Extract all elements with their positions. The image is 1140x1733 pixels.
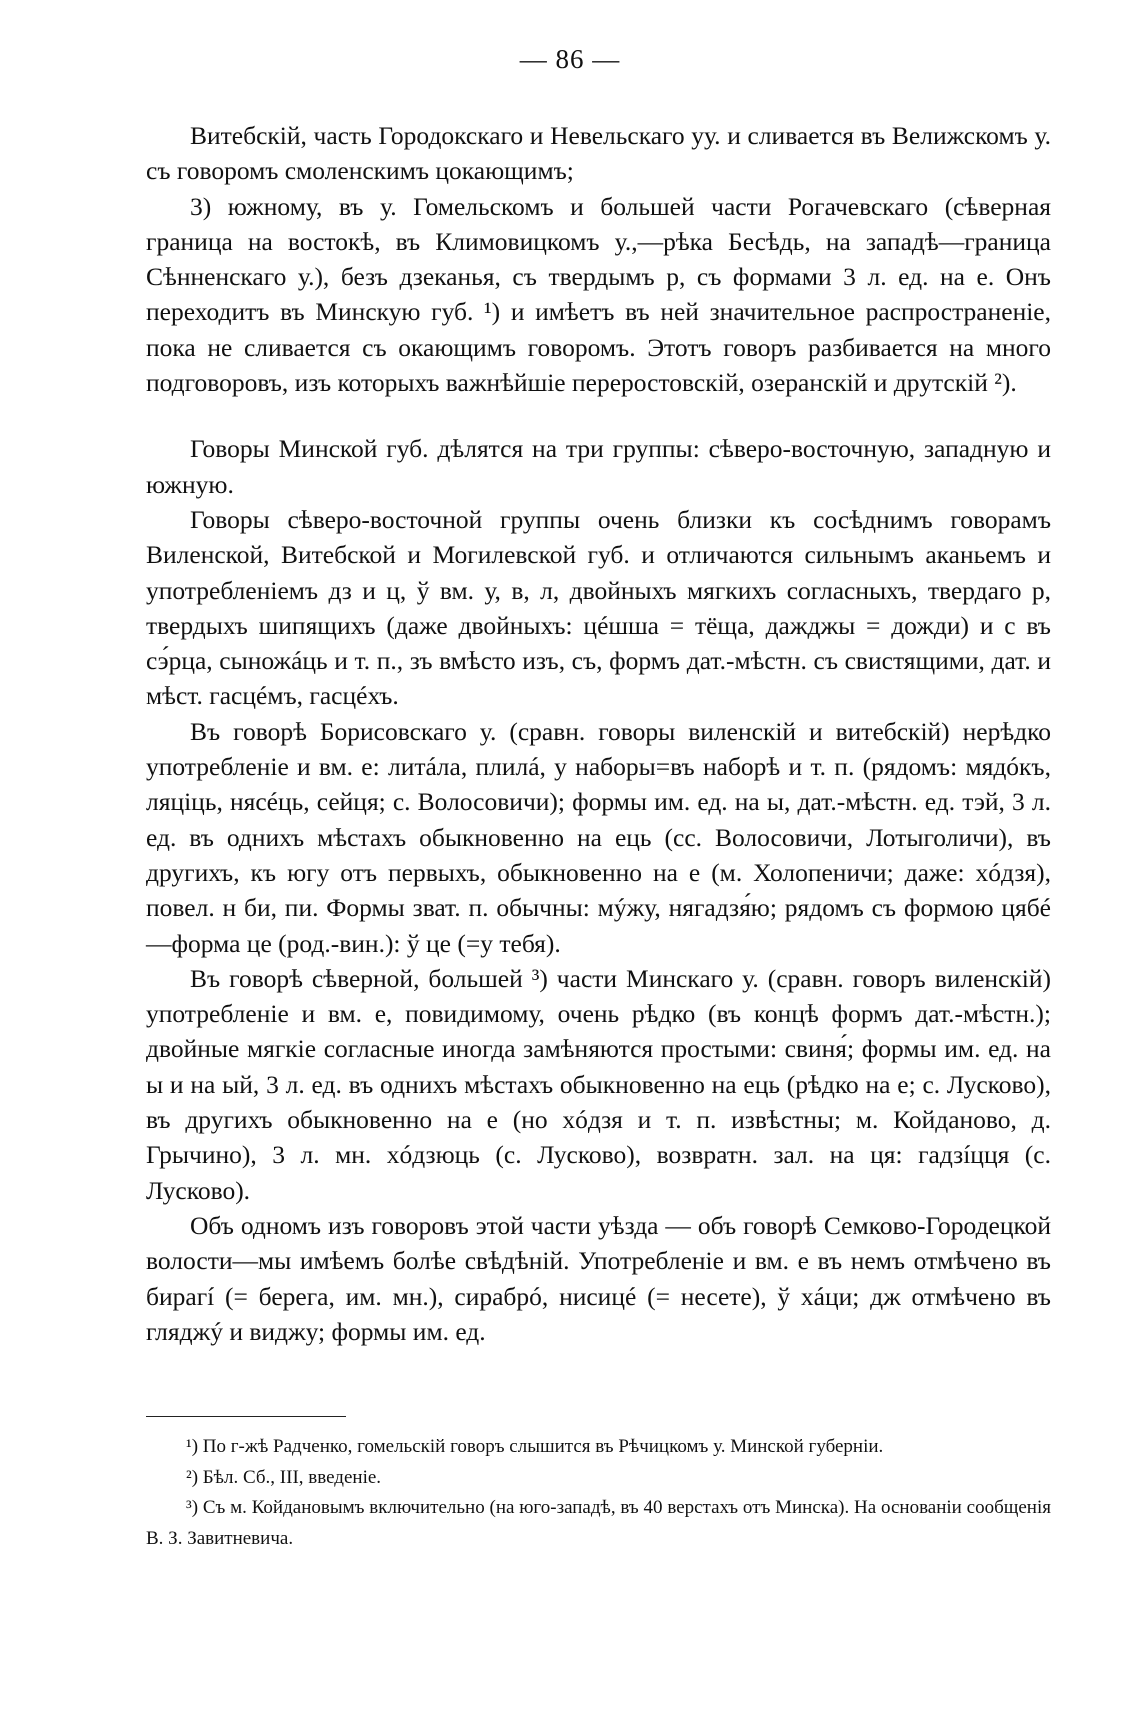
footnote-2: ²) Бѣл. Сб., III, введеніе. xyxy=(186,1466,382,1488)
page-number: — 86 — xyxy=(519,44,621,74)
paragraph-continuation: Витебскій, часть Городокскаго и Невельскаго уу. и сливается въ Велижскомъ у. съ говоромъ смоленскимъ цокающимъ; xyxy=(146,121,1051,186)
paragraph-semkovo-dialect: Объ одномъ изъ говоровъ этой части уѣзда — объ говорѣ Семково-Городецкой волости—мы имѣемъ болѣе свѣдѣній. Употребленіе и вм. е въ немъ отмѣчено въ бирагí (= берега, им. мн.), сирабрó, нисицé (= несете), ў хáци; дж отмѣчено въ гляджý и виджу; формы им. ед. xyxy=(146,1210,1051,1346)
footnote-3: ³) Съ м. Койдановымъ включительно (на юго-западѣ, въ 40 верстахъ отъ Минска). На основаніи сообщенія В. З. Завитневича. xyxy=(146,1497,1051,1549)
paragraph-southern-dialect: 3) южному, въ у. Гомельскомъ и большей части Рогачевскаго (сѣверная граница на востокѣ, въ Климовицкомъ у.,—рѣка Бесѣдь, на западѣ—граница Сѣнненскаго у.), безъ дзеканья, съ твердымъ р, съ формами 3 л. ед. на е. Онъ переходитъ въ Минскую губ. ¹) и имѣетъ въ ней значительное распространеніе, пока не сливается съ окающимъ говоромъ. Этотъ говоръ разбивается на много подговоровъ, изъ которыхъ важнѣйшіе переростовскій, озеранскій и друтскій ²). xyxy=(146,191,1051,398)
paragraph-borisov-dialect: Въ говорѣ Борисовскаго у. (сравн. говоры виленскій и витебскій) нерѣдко употребленіе и вм. е: литáла, плилá, у наборы=въ наборѣ и т. п. (рядомъ: мядóкъ, ляціць, нясéць, сейця; с. Волосовичи); формы им. ед. на ы, дат.-мѣстн. ед. тэй, 3 л. ед. въ однихъ мѣстахъ обыкновенно на ець (сс. Волосовичи, Лотыголичи), въ другихъ, къ югу отъ первыхъ, обыкновенно на е (м. Холопеничи; даже: хóдзя), повел. н би, пи. Формы зват. п. обычны: мýжу, нягадзя́ю; рядомъ съ формою цябé—форма це (род.-вин.): ў це (=у тебя). xyxy=(146,716,1051,958)
footnote-divider xyxy=(146,1416,346,1417)
footnote-1: ¹) По г-жѣ Радченко, гомельскій говоръ слышится въ Рѣчицкомъ у. Минской губерніи. xyxy=(186,1436,884,1457)
paragraph-minsk-north-dialect: Въ говорѣ сѣверной, большей ³) части Минскаго у. (сравн. говоръ виленскій) употребленіе и вм. е, повидимому, очень рѣдко (въ концѣ формъ дат.-мѣстн.); двойные мягкіе согласные иногда замѣняются простыми: свиня́; формы им. ед. на ы и на ый, 3 л. ед. въ однихъ мѣстахъ обыкновенно на ець (рѣдко на е; с. Лусково), въ другихъ обыкновенно на е (но хóдзя и т. п. извѣстны; м. Койданово, д. Грычино), 3 л. мн. хóдзюць (с. Лусково), возвратн. зал. на ця: гадзíцця (с. Лусково). xyxy=(146,963,1051,1205)
footnotes xyxy=(146,1432,1051,1554)
body-text xyxy=(146,118,1051,1349)
paragraph-minsk-groups: Говоры Минской губ. дѣлятся на три группы: сѣверо-восточную, западную и южную. xyxy=(146,434,1051,499)
paragraph-north-east-group: Говоры сѣверо-восточной группы очень близки къ сосѣднимъ говорамъ Виленской, Витебской и Могилевской губ. и отличаются сильнымъ аканьемъ и употребленіемъ дз и ц, ў вм. у, в, л, двойныхъ мягкихъ согласныхъ, твердаго р, твердыхъ шипящихъ (даже двойныхъ: цéшша = тёща, дажджы = дожди) и с въ сэ́рца, сыножáць и т. п., зъ вмѣсто изъ, съ, формъ дат.-мѣстн. съ свистящими, дат. и мѣст. гасцéмъ, гасцéхъ. xyxy=(146,504,1051,711)
